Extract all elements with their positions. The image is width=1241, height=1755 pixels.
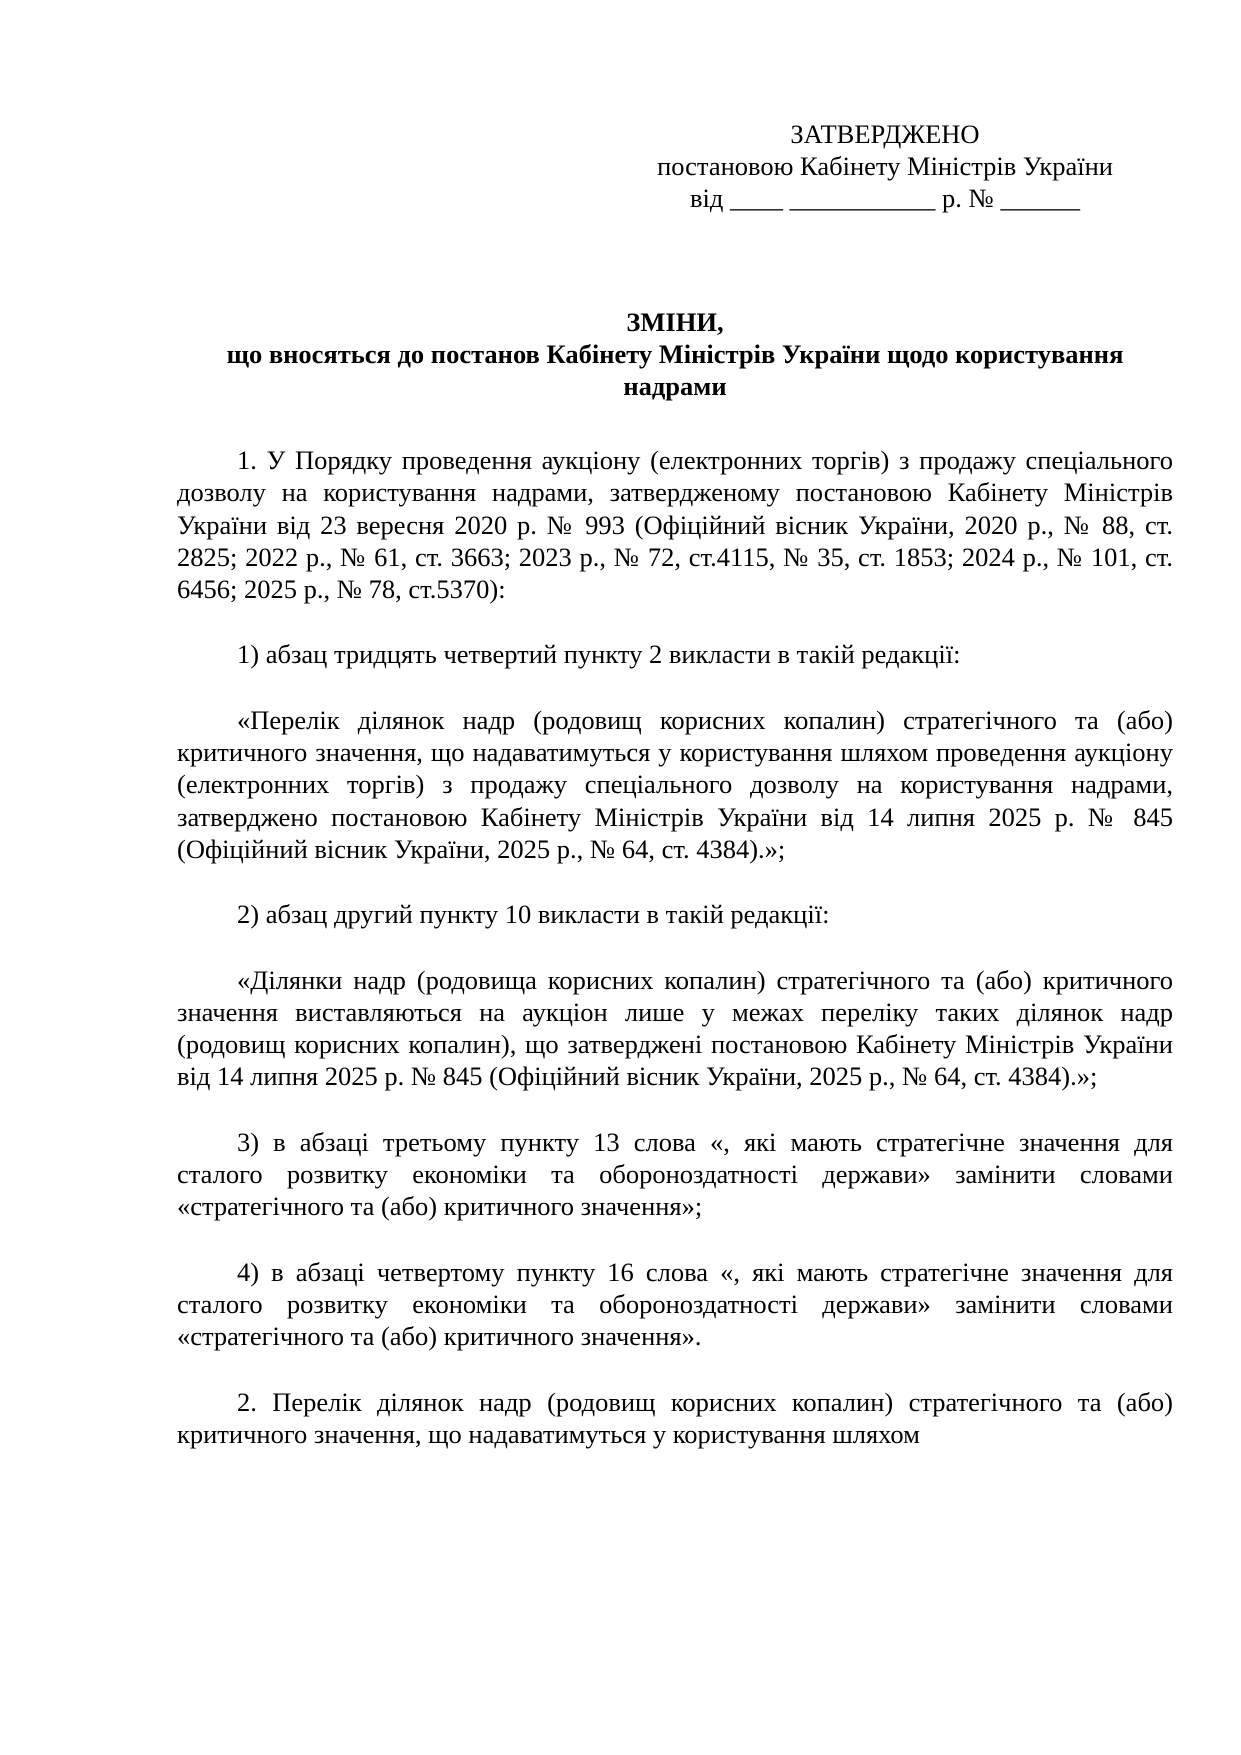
title-subtitle: що вносяться до постанов Кабінету Міністрів України щодо користування надрами	[226, 339, 1124, 401]
paragraph-quote-2: «Ділянки надр (родовища корисних копалин) стратегічного та (або) критичного значення виставляються на аукціон лише у межах переліку таких ділянок надр (родовищ корисних копалин), що затверджені постановою Кабінету Міністрів України від 14 липня 2025 р. № 845 (Офіційний вісник України, 2025 р., № 64, ст. 4384).»;	[177, 964, 1173, 1092]
paragraph-quote-1: «Перелік ділянок надр (родовищ корисних копалин) стратегічного та (або) критичного значення, що надаватимуться у користування шляхом проведення аукціону (електронних торгів) з продажу спеціального дозволу на користування надрами, затверджено постановою Кабінету Міністрів України від 14 липня 2025 р. № 845 (Офіційний вісник України, 2025 р., № 64, ст. 4384).»;	[177, 704, 1173, 864]
paragraph-subitem-1: 1) абзац тридцять четвертий пункту 2 викласти в такій редакції:	[237, 639, 961, 670]
approval-heading: ЗАТВЕРДЖЕНО	[790, 119, 980, 149]
document-title	[177, 306, 1173, 402]
paragraph-subitem-2: 2) абзац другий пункту 10 викласти в такій редакції:	[237, 899, 830, 930]
paragraph-item-2: 2. Перелік ділянок надр (родовищ корисних копалин) стратегічного та (або) критичного значення, що надаватимуться у користування шляхом	[177, 1386, 1173, 1449]
title-heading: ЗМІНИ,	[626, 307, 724, 337]
approval-authority: постановою Кабінету Міністрів України	[657, 151, 1113, 181]
paragraph-subitem-3: 3) в абзаці третьому пункту 13 слова «, які мають стратегічне значення для сталого розвитку економіки та обороноздатності держави» замінити словами «стратегічного та (або) критичного значення»;	[177, 1126, 1173, 1222]
paragraph-subitem-4: 4) в абзаці четвертому пункту 16 слова «, які мають стратегічне значення для сталого розвитку економіки та обороноздатності держави» замінити словами «стратегічного та (або) критичного значення».	[177, 1256, 1173, 1352]
approval-date-number: від ____ ___________ р. № ______	[690, 183, 1080, 213]
paragraph-item-1: 1. У Порядку проведення аукціону (електронних торгів) з продажу спеціального дозволу на користування надрами, затвердженому постановою Кабінету Міністрів України від 23 вересня 2020 р. № 993 (Офіційний вісник України, 2020 р., № 88, ст. 2825; 2022 р., № 61, ст. 3663; 2023 р., № 72, ст.4115, № 35, ст. 1853; 2024 р., № 101, ст. 6456; 2025 р., № 78, ст.5370):	[177, 445, 1173, 605]
document-body	[177, 444, 1173, 1483]
approval-stamp	[630, 118, 1140, 214]
